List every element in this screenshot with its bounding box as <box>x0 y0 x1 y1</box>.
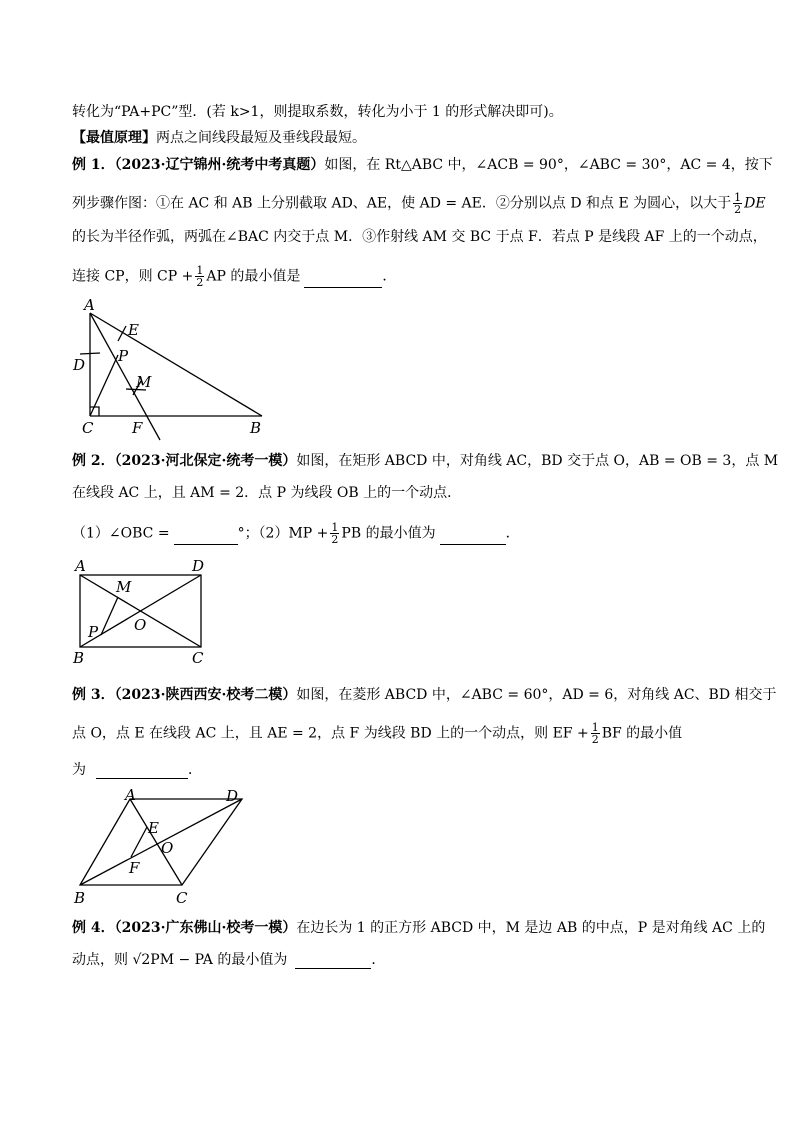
ex1-line2 <box>72 191 766 216</box>
ex3-line2 <box>72 722 727 745</box>
ex2-figure <box>70 555 220 670</box>
ex1-text4c: ． <box>382 268 397 285</box>
ex4-answer-blank[interactable] <box>295 956 371 969</box>
ex1-right-angle-mark <box>90 407 99 416</box>
ex2-source: （2023·河北保定·统考一模） <box>114 453 297 469</box>
ex3-text1: 如图，在菱形 ABCD 中，∠ABC = 60°，AD = 6，对角线 AC、BD 相交于 <box>296 687 777 703</box>
ex4-text2b: ． <box>371 952 386 968</box>
ex1-label-A: A <box>84 296 95 314</box>
ex3-text2b: BF 的最小值 <box>601 725 683 742</box>
principle-label: 【最值原理】 <box>72 130 156 146</box>
ex3-text2a: 点 O，点 E 在线段 AC 上，且 AE = 2，点 F 为线段 BD 上的一个动点，则 EF + <box>72 725 589 742</box>
ex1-label-E: E <box>128 321 139 339</box>
ex3-text3a: 为 <box>72 762 86 778</box>
ex3-label-C: C <box>176 889 188 907</box>
ex1-text4a: 连接 CP，则 CP + <box>72 268 194 285</box>
ex3-source: （2023·陕西西安·校考二模） <box>114 687 297 703</box>
ex1-text4b: AP 的最小值是 <box>206 268 301 285</box>
ex2-text1: 如图，在矩形 ABCD 中，对角线 AC，BD 交于点 O，AB = OB = 3，点 M <box>296 453 779 469</box>
ex3-answer-blank[interactable] <box>96 766 188 779</box>
ex4-line1 <box>72 919 766 937</box>
ex4-text2a: 动点，则 √2PM − PA 的最小值为 <box>72 952 288 968</box>
ex1-line3: 的长为半径作弧，两弧在∠BAC 内交于点 M．③作射线 AM 交 BC 于点 F．若点 P 是线段 AF 上的一个动点， <box>72 229 767 245</box>
ex1-answer-blank[interactable] <box>304 275 382 288</box>
ex4-line2 <box>72 951 727 969</box>
principle-line <box>72 129 727 147</box>
principle-text: 两点之间线段最短及垂线段最短。 <box>156 130 366 146</box>
ex1-text2b: DE <box>744 195 766 212</box>
intro-line: 转化为“PA+PC”型．(若 k>1，则提取系数，转化为小于 1 的形式解决即可)。 <box>72 104 563 120</box>
ex1-label-F: F <box>132 419 143 437</box>
ex1-text1: 如图，在 Rt△ABC 中，∠ACB = 90°，∠ABC = 30°，AC = 4，按下 <box>324 157 773 173</box>
ex1-line4 <box>72 265 727 288</box>
ex1-source: （2023·辽宁锦州·统考中考真题） <box>114 157 325 173</box>
ex3-label-E: E <box>148 819 159 837</box>
ex2-label-A: A <box>75 557 86 575</box>
ex2-label-O: O <box>134 616 147 634</box>
ex2-fraction-half: $\frac{1}{2}$ <box>331 521 339 546</box>
ex1-label-P: P <box>118 347 129 365</box>
ex2-line3 <box>72 522 727 545</box>
ex3-label-D: D <box>226 787 239 805</box>
ex3-text3b: ． <box>188 762 202 778</box>
ex1-figure <box>70 295 280 440</box>
ex1-line1 <box>72 156 773 174</box>
ex2-line1 <box>72 452 779 470</box>
ex3-fraction-half: $\frac{1}{2}$ <box>591 721 599 746</box>
ex3-label-O: O <box>161 839 174 857</box>
ex1-side-AB <box>90 313 262 416</box>
ex4-prefix: 例 4． <box>72 920 115 936</box>
ex2-label-P: P <box>88 623 99 641</box>
ex3-line1 <box>72 686 777 704</box>
ex1-label-M: M <box>136 373 152 391</box>
ex2-line2: 在线段 AC 上，且 AM = 2．点 P 为线段 OB 上的一个动点． <box>72 485 462 501</box>
ex1-label-D: D <box>73 356 86 374</box>
ex1-prefix: 例 1． <box>72 157 115 173</box>
ex1-arc-mark-D <box>80 353 100 354</box>
ex2-label-D: D <box>192 557 205 575</box>
ex4-source: （2023·广东佛山·校考一模） <box>114 920 297 936</box>
ex3-line3 <box>72 761 727 779</box>
ex3-figure <box>70 787 255 912</box>
ex3-segment-EF <box>131 827 147 857</box>
ex2-label-B: B <box>73 649 85 667</box>
ex4-text1: 在边长为 1 的正方形 ABCD 中，M 是边 AB 的中点，P 是对角线 AC 上的 <box>296 920 766 936</box>
ex2-q1a: （1）∠OBC = <box>72 525 170 542</box>
ex2-q1c: PB 的最小值为 <box>341 525 436 542</box>
ex2-q1b: °；（2）MP + <box>237 525 329 542</box>
ex1-label-B: B <box>250 419 262 437</box>
ex1-text2a: 列步骤作图：①在 AC 和 AB 上分别截取 AD、AE，使 AD = AE．②分别以点 D 和点 E 为圆心，以大于 <box>72 195 732 212</box>
ex3-label-F: F <box>129 859 140 877</box>
ex3-label-B: B <box>74 889 86 907</box>
ex1-fraction-half-2: $\frac{1}{2}$ <box>196 264 204 289</box>
ex2-label-M: M <box>116 578 132 596</box>
ex2-q1d: ． <box>505 525 520 542</box>
ex2-answer-blank-1[interactable] <box>174 532 238 545</box>
ex2-label-C: C <box>192 649 204 667</box>
ex2-prefix: 例 2． <box>72 453 115 469</box>
ex3-label-A: A <box>125 786 136 804</box>
ex3-prefix: 例 3． <box>72 687 115 703</box>
ex1-fraction-half: $\frac{1}{2}$ <box>734 191 742 216</box>
ex2-answer-blank-2[interactable] <box>440 532 506 545</box>
ex1-label-C: C <box>82 419 94 437</box>
